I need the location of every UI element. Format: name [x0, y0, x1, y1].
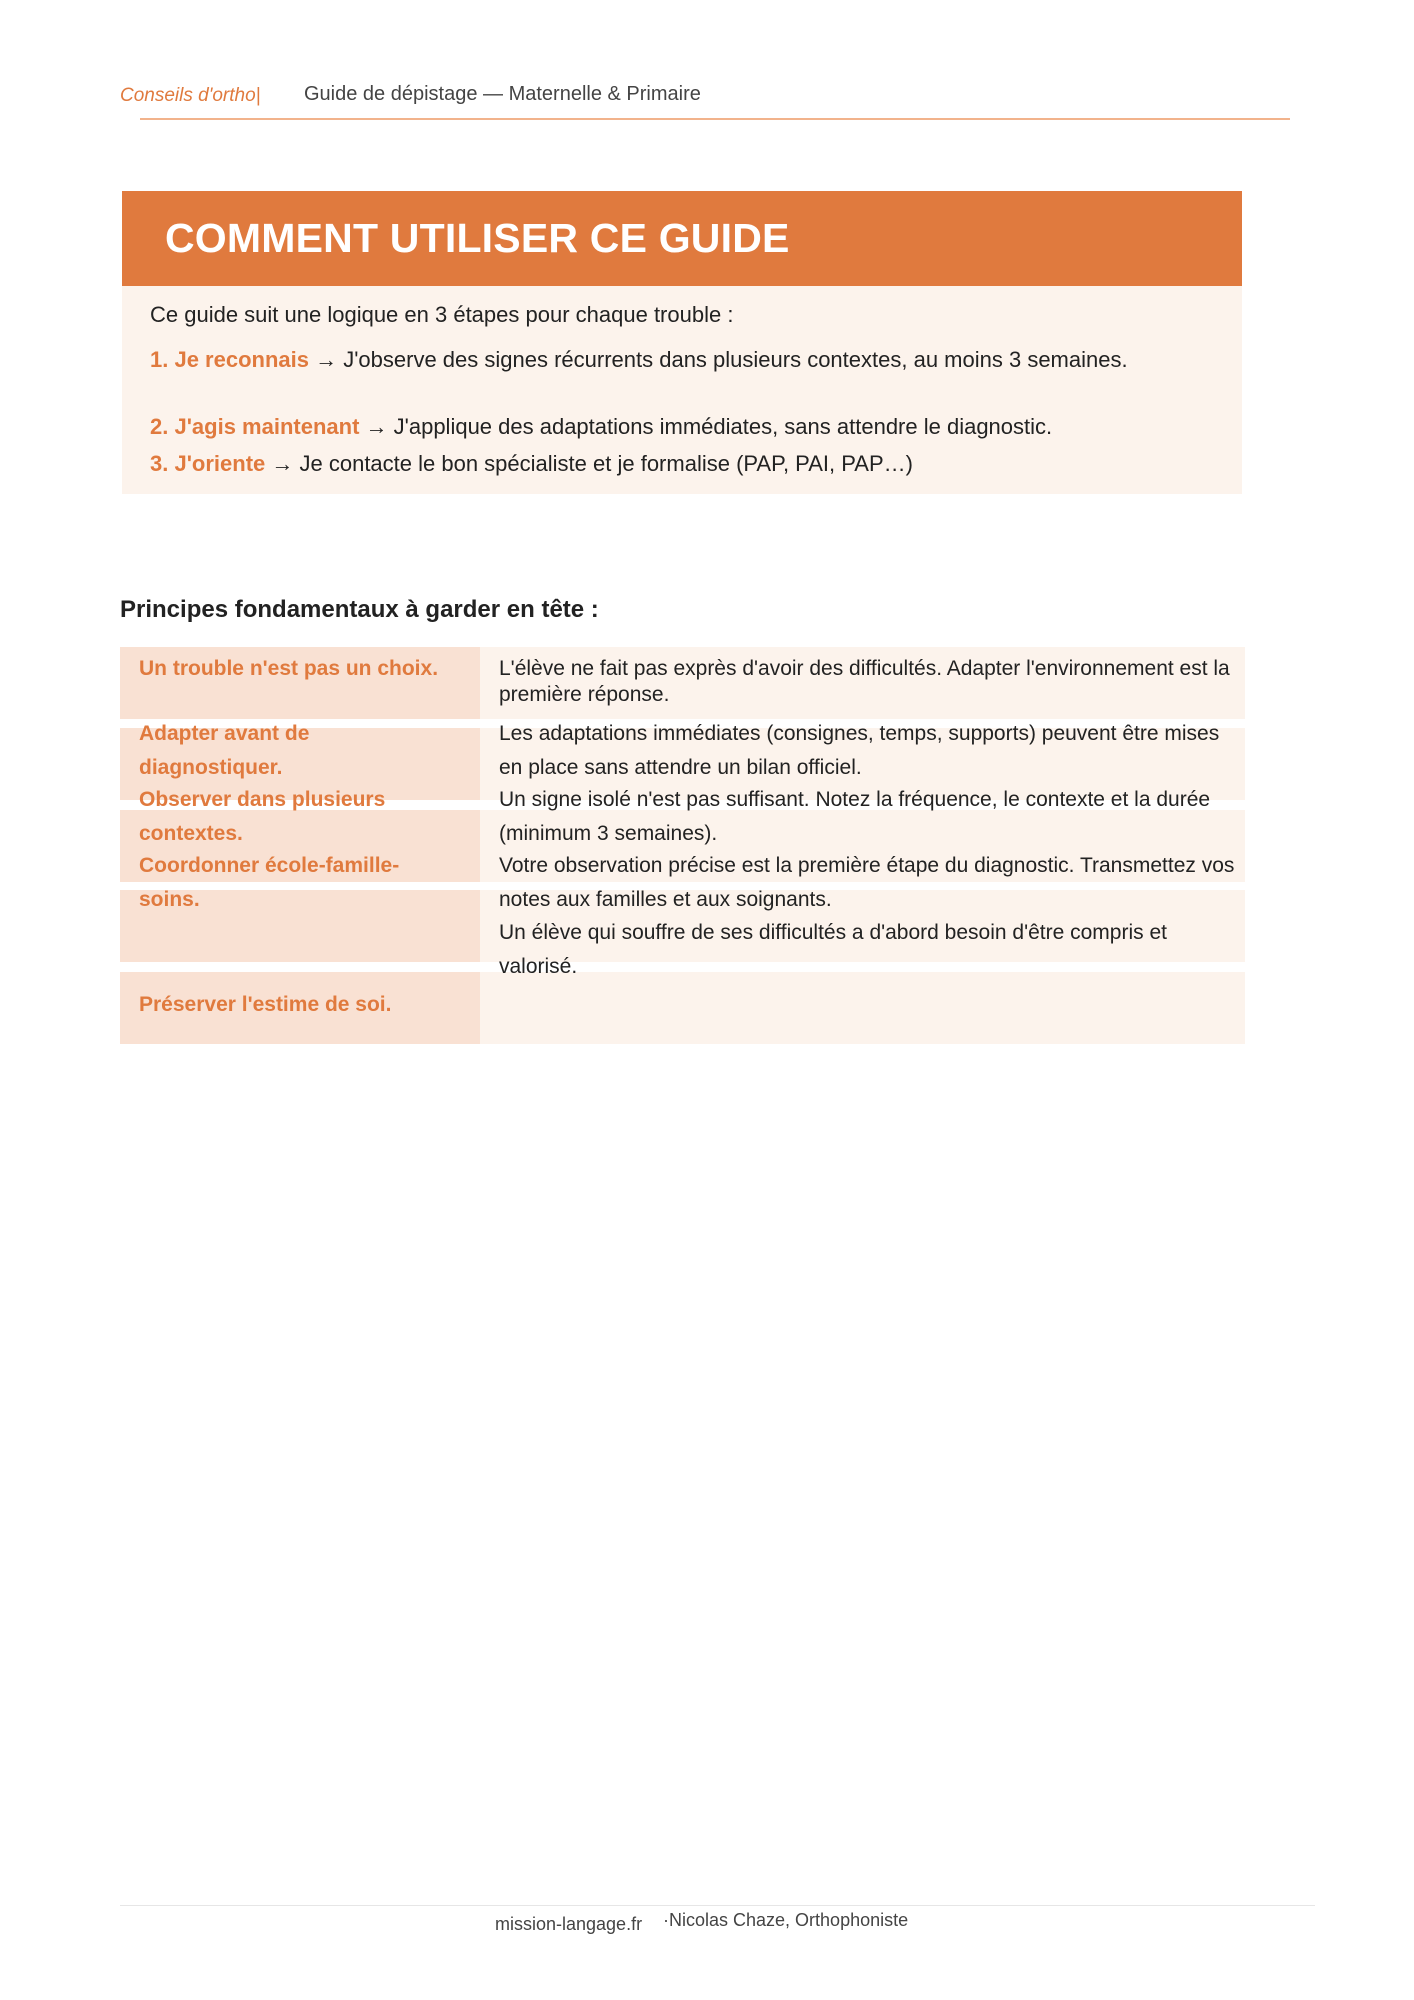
- principle-text: Un élève qui souffre de ses difficultés a d'abord besoin d'être compris et valorisé.: [499, 921, 1167, 978]
- principle-text: Un signe isolé n'est pas suffisant. Notez la fréquence, le contexte et la durée (minimum 3 semaines).: [499, 788, 1211, 845]
- principles-heading: Principes fondamentaux à garder en tête :: [120, 596, 599, 623]
- header-brand: Conseils d'ortho|: [120, 85, 261, 106]
- step-label: 1. Je reconnais: [150, 347, 309, 372]
- howto-intro: Ce guide suit une logique en 3 étapes pour chaque trouble :: [150, 302, 734, 327]
- footer-divider: [120, 1905, 1315, 1906]
- howto-title: COMMENT UTILISER CE GUIDE: [165, 215, 790, 261]
- principle-title: Observer dans plusieurs contextes.: [139, 788, 386, 845]
- step-text: → Je contacte le bon spécialiste et je formalise (PAP, PAI, PAP…): [265, 451, 913, 476]
- principle-title: Un trouble n'est pas un choix.: [139, 657, 439, 680]
- step-item: [150, 346, 1210, 373]
- footer-author: ·Nicolas Chaze, Orthophoniste: [663, 1910, 909, 1930]
- step-item: [150, 413, 1210, 440]
- howto-title-bar: [122, 191, 1242, 286]
- step-label: 2. J'agis maintenant: [150, 414, 360, 439]
- step-label: 3. J'oriente: [150, 451, 266, 476]
- principle-title: Coordonner école-famille-soins.: [139, 854, 400, 911]
- header-divider: [140, 118, 1290, 120]
- step-item: [150, 450, 1210, 477]
- step-text: → J'applique des adaptations immédiates, sans attendre le diagnostic.: [359, 414, 1053, 439]
- principle-title: Préserver l'estime de soi.: [139, 993, 392, 1016]
- principle-text: L'élève ne fait pas exprès d'avoir des difficultés. Adapter l'environnement est la première réponse.: [499, 657, 1230, 706]
- footer-site: mission-langage.fr: [495, 1914, 643, 1934]
- step-text: → J'observe des signes récurrents dans plusieurs contextes, au moins 3 semaines.: [308, 347, 1128, 372]
- principle-title: Adapter avant de diagnostiquer.: [139, 722, 310, 779]
- principle-text: Les adaptations immédiates (consignes, temps, supports) peuvent être mises en place sans attendre un bilan officiel.: [499, 722, 1220, 779]
- howto-box: [122, 191, 1242, 494]
- principle-text: Votre observation précise est la première étape du diagnostic. Transmettez vos notes aux familles et aux soignants.: [499, 854, 1235, 911]
- header-title: Guide de dépistage — Maternelle & Primaire: [304, 83, 701, 105]
